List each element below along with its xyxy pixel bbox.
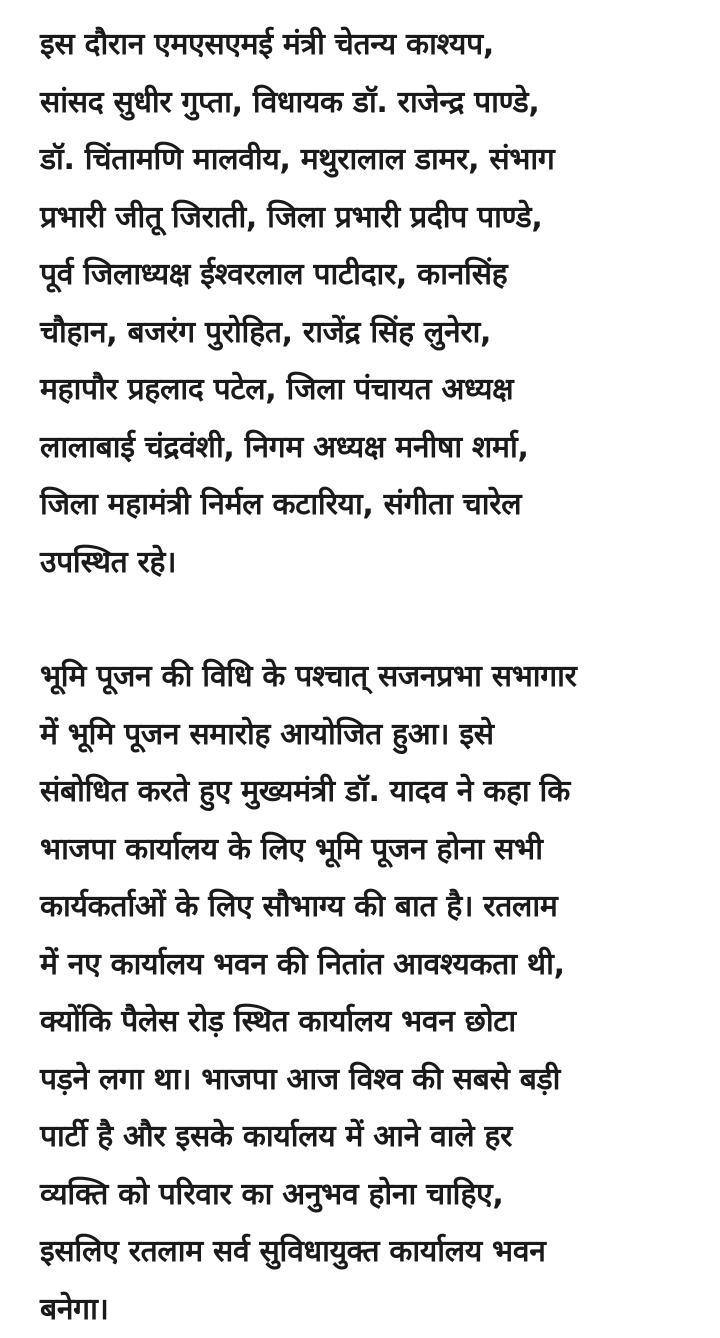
text-line: में नए कार्यालय भवन की नितांत आवश्यकता थी, — [40, 936, 692, 994]
paragraph-speech — [40, 648, 692, 1338]
text-line: सांसद सुधीर गुप्ता, विधायक डॉ. राजेन्द्र पाण्डे, — [40, 74, 692, 132]
text-line: लालाबाई चंद्रवंशी, निगम अध्यक्ष मनीषा शर्मा, — [40, 419, 692, 477]
text-line: कार्यकर्ताओं के लिए सौभाग्य की बात है। रतलाम — [40, 878, 692, 936]
text-line: बनेगा। — [40, 1281, 692, 1338]
text-line: संबोधित करते हुए मुख्यमंत्री डॉ. यादव ने कहा कि — [40, 763, 692, 821]
text-line: भाजपा कार्यालय के लिए भूमि पूजन होना सभी — [40, 821, 692, 879]
text-line: महापौर प्रहलाद पटेल, जिला पंचायत अध्यक्ष — [40, 361, 692, 419]
text-line: उपस्थित रहे। — [40, 534, 692, 592]
text-line: प्रभारी जीतू जिराती, जिला प्रभारी प्रदीप पाण्डे, — [40, 189, 692, 247]
text-line: पार्टी है और इसके कार्यालय में आने वाले हर — [40, 1108, 692, 1166]
text-line: इस दौरान एमएसएमई मंत्री चेतन्य काश्यप, — [40, 16, 692, 74]
text-line: पूर्व जिलाध्यक्ष ईश्वरलाल पाटीदार, कानसिंह — [40, 246, 692, 304]
text-line: चौहान, बजरंग पुरोहित, राजेंद्र सिंह लुनेरा, — [40, 304, 692, 362]
paragraph-attendees — [40, 16, 692, 591]
text-line: इसलिए रतलाम सर्व सुविधायुक्त कार्यालय भवन — [40, 1223, 692, 1281]
text-line: पड़ने लगा था। भाजपा आज विश्व की सबसे बड़ी — [40, 1051, 692, 1109]
text-line: डॉ. चिंतामणि मालवीय, मथुरालाल डामर, संभाग — [40, 131, 692, 189]
text-line: भूमि पूजन की विधि के पश्चात् सजनप्रभा सभागार — [40, 648, 692, 706]
text-line: जिला महामंत्री निर्मल कटारिया, संगीता चारेल — [40, 476, 692, 534]
text-line: में भूमि पूजन समारोह आयोजित हुआ। इसे — [40, 706, 692, 764]
text-line: क्योंकि पैलेस रोड़ स्थित कार्यालय भवन छोटा — [40, 993, 692, 1051]
text-line: व्यक्ति को परिवार का अनुभव होना चाहिए, — [40, 1166, 692, 1224]
